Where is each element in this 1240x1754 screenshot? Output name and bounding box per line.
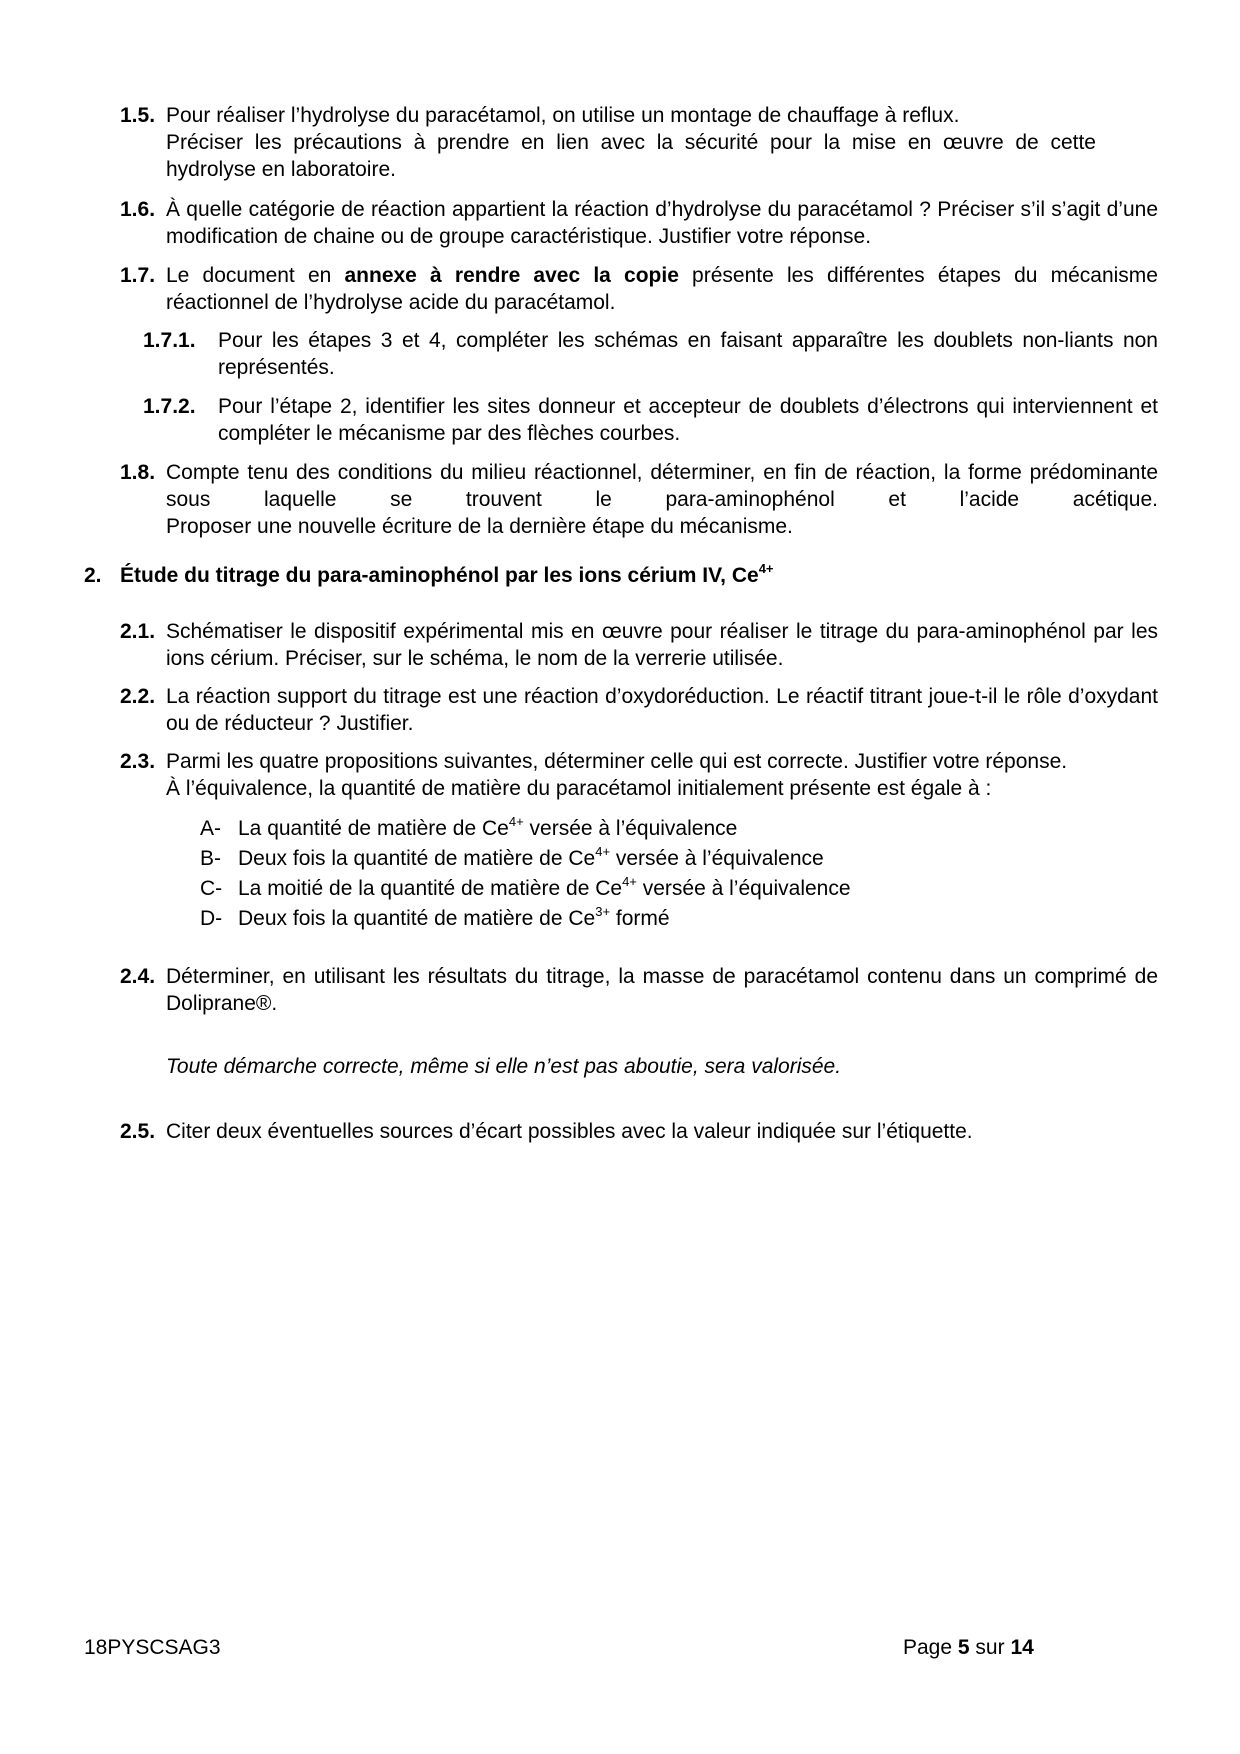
option-text: La quantité de matière de Ce	[238, 817, 509, 840]
of-word: sur	[975, 1636, 1005, 1659]
superscript: 4+	[622, 874, 637, 889]
text-segment: Le document en	[166, 264, 345, 287]
grading-note: Toute démarche correcte, même si elle n’est pas aboutie, sera valorisée.	[166, 1055, 842, 1078]
question-text: La réaction support du titrage est une réaction d’oxydoréduction. Le réactif titrant joue-t-il le rôle d’oxydant ou de réducteur ? Justifier.	[166, 685, 1158, 735]
question-text: Parmi les quatre propositions suivantes, déterminer celle qui est correcte. Justifier votre réponse.	[166, 750, 1068, 773]
bold-emphasis: annexe à rendre avec la copie	[344, 264, 679, 287]
question-number: 1.5.	[120, 104, 156, 127]
option-text: formé	[610, 907, 670, 930]
question-2-3	[120, 748, 1158, 802]
question-number: 2.5.	[120, 1120, 156, 1143]
question-number: 1.7.	[120, 264, 156, 287]
option-letter: A-	[200, 817, 221, 840]
option-text: La moitié de la quantité de matière de Ce	[238, 877, 623, 900]
question-2-5	[120, 1118, 1158, 1145]
question-1-7	[120, 262, 1158, 316]
superscript: 4+	[595, 844, 611, 859]
section-title: Étude du titrage du para-aminophénol par les ions cérium IV, Ce	[120, 564, 759, 587]
question-2-1	[120, 618, 1158, 672]
question-text	[166, 262, 1158, 316]
question-number: 2.3.	[120, 750, 156, 773]
superscript: 3+	[595, 904, 611, 919]
page-number	[903, 1636, 1034, 1660]
option-a	[200, 814, 737, 844]
question-text: Citer deux éventuelles sources d’écart possibles avec la valeur indiquée sur l’étiquette.	[166, 1120, 973, 1143]
question-2-2	[120, 683, 1158, 737]
option-c	[200, 874, 851, 904]
option-letter: D-	[200, 907, 223, 930]
question-text: Schématiser le dispositif expérimental mis en œuvre pour réaliser le titrage du para-aminophénol par les ions cérium. Préciser, sur le schéma, le nom de la verrerie utilisée.	[166, 620, 1158, 670]
section-number: 2.	[84, 564, 102, 587]
current-page: 5	[957, 1636, 970, 1659]
question-text: À l’équivalence, la quantité de matière du paracétamol initialement présente est égale à :	[166, 777, 992, 800]
option-letter: C-	[200, 877, 223, 900]
question-number: 1.7.1.	[143, 329, 196, 352]
question-number: 1.6.	[120, 198, 156, 221]
page-word: Page	[903, 1636, 953, 1659]
option-text: versée à l’équivalence	[523, 817, 738, 840]
question-2-4	[120, 963, 1158, 1017]
superscript: 4+	[508, 814, 524, 829]
question-text: Pour les étapes 3 et 4, compléter les schémas en faisant apparaître les doublets non-liants non représentés.	[218, 329, 1158, 379]
question-number: 1.7.2.	[143, 395, 196, 418]
total-pages: 14	[1010, 1636, 1034, 1659]
option-text: Deux fois la quantité de matière de Ce	[238, 847, 596, 870]
question-number: 1.8.	[120, 461, 156, 484]
question-text: Déterminer, en utilisant les résultats du titrage, la masse de paracétamol contenu dans un comprimé de Doliprane®.	[166, 965, 1158, 1015]
option-d	[200, 904, 670, 934]
question-1-7-1	[143, 327, 1158, 381]
question-1-6	[120, 196, 1158, 250]
text-segment: présente les différentes étapes du mécanisme réactionnel de l’hydrolyse acide du paracétamol.	[166, 264, 1158, 314]
question-text: Pour l’étape 2, identifier les sites donneur et accepteur de doublets d’électrons qui interviennent et compléter le mécanisme par des flèches courbes.	[218, 395, 1158, 445]
question-number: 2.2.	[120, 685, 156, 708]
superscript: 4+	[758, 561, 774, 576]
question-text: À quelle catégorie de réaction appartient la réaction d’hydrolyse du paracétamol ? Préciser s’il s’agit d’une modification de chaine ou de groupe caractéristique. Justifier votre réponse.	[166, 198, 1158, 248]
question-1-7-2	[143, 393, 1158, 447]
option-b	[200, 844, 824, 874]
question-text: Compte tenu des conditions du milieu réactionnel, déterminer, en fin de réaction, la forme prédominante sous laquelle se trouvent le para-aminophénol et l’acide acétique.	[166, 461, 1158, 511]
option-text: versée à l’équivalence	[610, 847, 824, 870]
question-text: Proposer une nouvelle écriture de la dernière étape du mécanisme.	[166, 515, 793, 538]
question-number: 2.4.	[120, 965, 156, 988]
question-1-8	[120, 459, 1158, 540]
question-text: Préciser les précautions à prendre en lien avec la sécurité pour la mise en œuvre de cette hydrolyse en laboratoire.	[166, 131, 1096, 181]
document-code: 18PYSCSAG3	[84, 1636, 221, 1659]
option-text: versée à l’équivalence	[636, 877, 851, 900]
question-text: Pour réaliser l’hydrolyse du paracétamol, on utilise un montage de chauffage à reflux.	[166, 104, 960, 127]
section-heading	[84, 562, 774, 589]
option-letter: B-	[200, 847, 221, 870]
option-text: Deux fois la quantité de matière de Ce	[238, 907, 596, 930]
question-number: 2.1.	[120, 620, 156, 643]
question-1-5	[120, 102, 1158, 183]
